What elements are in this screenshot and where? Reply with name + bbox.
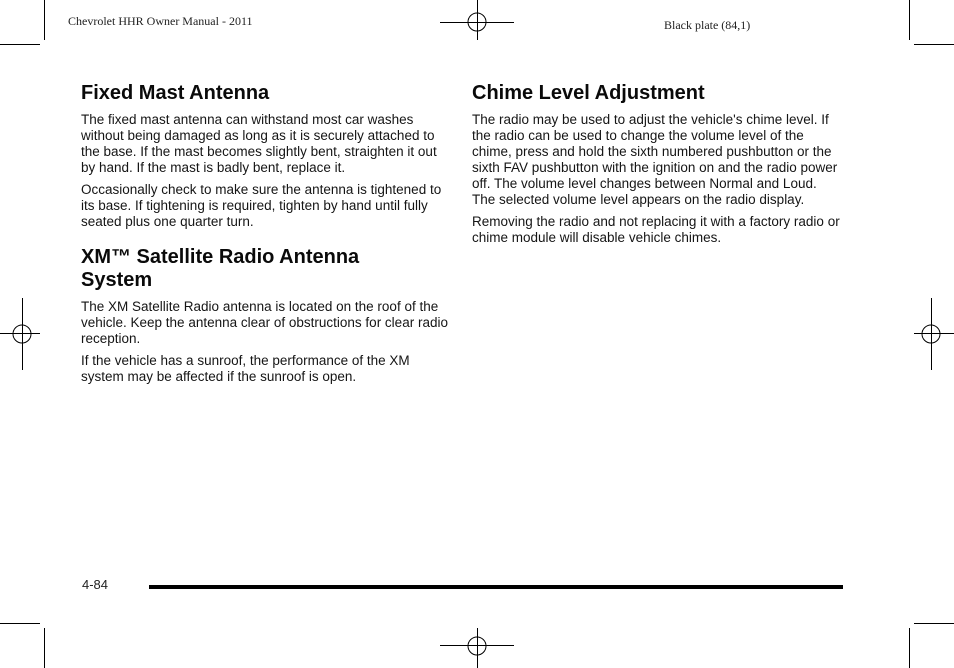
section-xm-satellite-radio-antenna xyxy=(81,246,451,385)
paragraph: The radio may be used to adjust the vehicle's chime level. If the radio can be used to change the volume level of the chime, press and hold the sixth numbered pushbutton or the sixth FAV pushbutton with the ignition on and the radio power off. The volume level changes between Normal and Loud. The selected volume level appears on the radio display. xyxy=(472,112,838,207)
paragraph: Removing the radio and not replacing it with a factory radio or chime module will disable vehicle chimes. xyxy=(472,214,840,245)
header-plate-info: Black plate (84,1) xyxy=(664,18,751,32)
paragraph: The fixed mast antenna can withstand most car washes without being damaged as long as it is securely attached to the base. If the mast becomes slightly bent, straighten it out by hand. If the mast is badly bent, replace it. xyxy=(81,112,437,175)
registration-mark-left xyxy=(0,298,40,370)
section-fixed-mast-antenna xyxy=(81,82,451,230)
paragraph: The XM Satellite Radio antenna is located on the roof of the vehicle. Keep the antenna clear of obstructions for clear radio reception. xyxy=(81,299,448,346)
header-document-title: Chevrolet HHR Owner Manual - 2011 xyxy=(68,14,253,28)
registration-mark-right xyxy=(914,298,954,370)
section-heading: Fixed Mast Antenna xyxy=(81,82,270,104)
section-heading: Chime Level Adjustment xyxy=(472,82,705,104)
section-chime-level-adjustment xyxy=(472,82,840,246)
registration-mark-top xyxy=(440,0,514,40)
footer-rule xyxy=(149,585,843,589)
left-column xyxy=(81,82,451,391)
section-heading: XM™ Satellite Radio Antenna System xyxy=(81,246,360,291)
paragraph: If the vehicle has a sunroof, the performance of the XM system may be affected if the sunroof is open. xyxy=(81,353,410,384)
page-number: 4-84 xyxy=(82,577,109,592)
paragraph: Occasionally check to make sure the antenna is tightened to its base. If tightening is required, tighten by hand until fully seated plus one quarter turn. xyxy=(81,182,442,229)
registration-mark-bottom xyxy=(440,628,514,668)
right-column xyxy=(472,82,840,252)
